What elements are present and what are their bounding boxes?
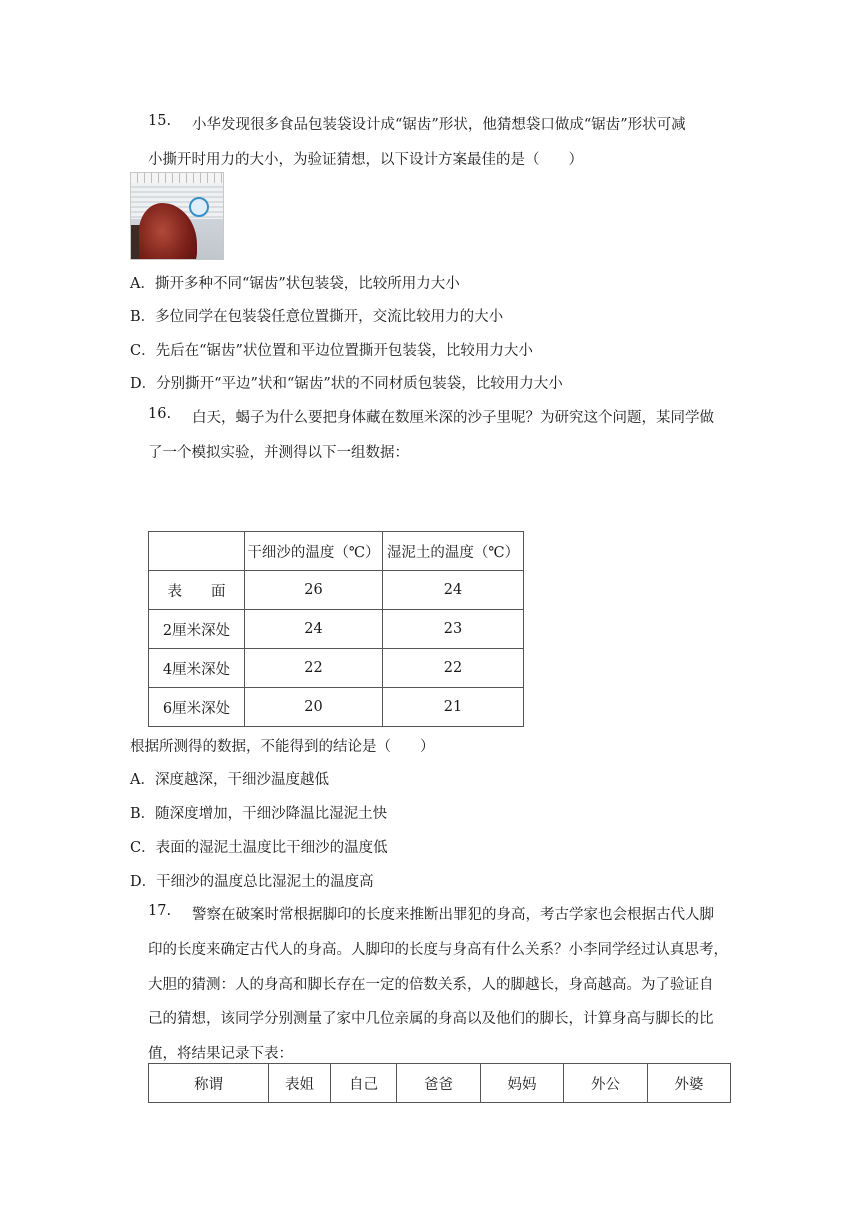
- q17-stem-line1: 警察在破案时常根据脚印的长度来推断出罪犯的身高，考古学家也会根据古代人脚: [192, 907, 714, 923]
- table-cell: 表 面: [149, 571, 245, 610]
- table-header-row: [149, 1064, 731, 1103]
- table-header-cell: [149, 532, 245, 571]
- table-cell: 24: [383, 571, 524, 610]
- table-header-cell: 外婆: [648, 1064, 731, 1103]
- table-header-cell: 表姐: [269, 1064, 331, 1103]
- q16-number: 16.: [148, 406, 172, 422]
- q17-number: 17.: [148, 903, 172, 919]
- brand-logo-icon: [189, 197, 209, 217]
- table-header-row: [149, 532, 524, 571]
- table-row: [149, 688, 524, 727]
- q16-option-d: D．干细沙的温度总比湿泥土的温度高: [130, 874, 374, 890]
- table-header-cell: 称谓: [149, 1064, 269, 1103]
- table-cell: 22: [245, 649, 383, 688]
- table-row: [149, 571, 524, 610]
- q17-height-table: [148, 1063, 731, 1103]
- table-cell: 6厘米深处: [149, 688, 245, 727]
- table-header-cell: 外公: [564, 1064, 648, 1103]
- packaging-bag-photo: [130, 172, 224, 260]
- table-header-cell: 妈妈: [481, 1064, 564, 1103]
- q16-option-c: C．表面的湿泥土温度比干细沙的温度低: [130, 840, 388, 856]
- q15-option-c: C．先后在“锯齿”状位置和平边位置撕开包装袋，比较用力大小: [130, 343, 533, 359]
- table-cell: 2厘米深处: [149, 610, 245, 649]
- q15-number: 15.: [148, 113, 172, 129]
- q15-stem-line1: 小华发现很多食品包装袋设计成“锯齿”形状，他猜想袋口做成“锯齿”形状可减: [192, 117, 686, 133]
- q15-option-b: B．多位同学在包装袋任意位置撕开，交流比较用力的大小: [130, 309, 504, 325]
- table-cell: 20: [245, 688, 383, 727]
- table-cell: 26: [245, 571, 383, 610]
- q16-stem-line2: 了一个模拟实验，并测得以下一组数据：: [148, 445, 409, 461]
- table-row: [149, 610, 524, 649]
- q15-stem-line2: 小撕开时用力的大小，为验证猜想，以下设计方案最佳的是（ ）: [148, 152, 583, 168]
- q15-option-d: D．分别撕开“平边”状和“锯齿”状的不同材质包装袋，比较用力大小: [130, 376, 563, 392]
- q16-stem-line1: 白天，蝎子为什么要把身体藏在数厘米深的沙子里呢？为研究这个问题，某同学做: [192, 410, 714, 426]
- q16-question: 根据所测得的数据，不能得到的结论是（ ）: [130, 739, 435, 755]
- table-header-cell: 爸爸: [397, 1064, 481, 1103]
- q16-temperature-table: [148, 531, 524, 727]
- q16-option-a: A．深度越深，干细沙温度越低: [130, 772, 329, 788]
- table-row: [149, 649, 524, 688]
- q17-stem-line2: 印的长度来确定古代人的身高。人脚印的长度与身高有什么关系？小李同学经过认真思考，: [148, 942, 728, 958]
- table-header-cell: 湿泥土的温度（℃）: [383, 532, 524, 571]
- table-cell: 24: [245, 610, 383, 649]
- q15-option-a: A．撕开多种不同“锯齿”状包装袋，比较所用力大小: [130, 276, 460, 292]
- table-header-cell: 自己: [331, 1064, 397, 1103]
- q17-stem-line4: 己的猜想，该同学分别测量了家中几位亲属的身高以及他们的脚长，计算身高与脚长的比: [148, 1011, 714, 1027]
- table-header-cell: 干细沙的温度（℃）: [245, 532, 383, 571]
- serrated-edge-graphic: [131, 173, 223, 183]
- table-cell: 21: [383, 688, 524, 727]
- q17-stem-line3: 大胆的猜测：人的身高和脚长存在一定的倍数关系，人的脚越长，身高越高。为了验证自: [148, 977, 714, 993]
- q16-option-b: B．随深度增加，干细沙降温比湿泥土快: [130, 806, 388, 822]
- table-cell: 22: [383, 649, 524, 688]
- table-cell: 4厘米深处: [149, 649, 245, 688]
- q17-stem-line5: 值，将结果记录下表：: [148, 1046, 293, 1062]
- table-cell: 23: [383, 610, 524, 649]
